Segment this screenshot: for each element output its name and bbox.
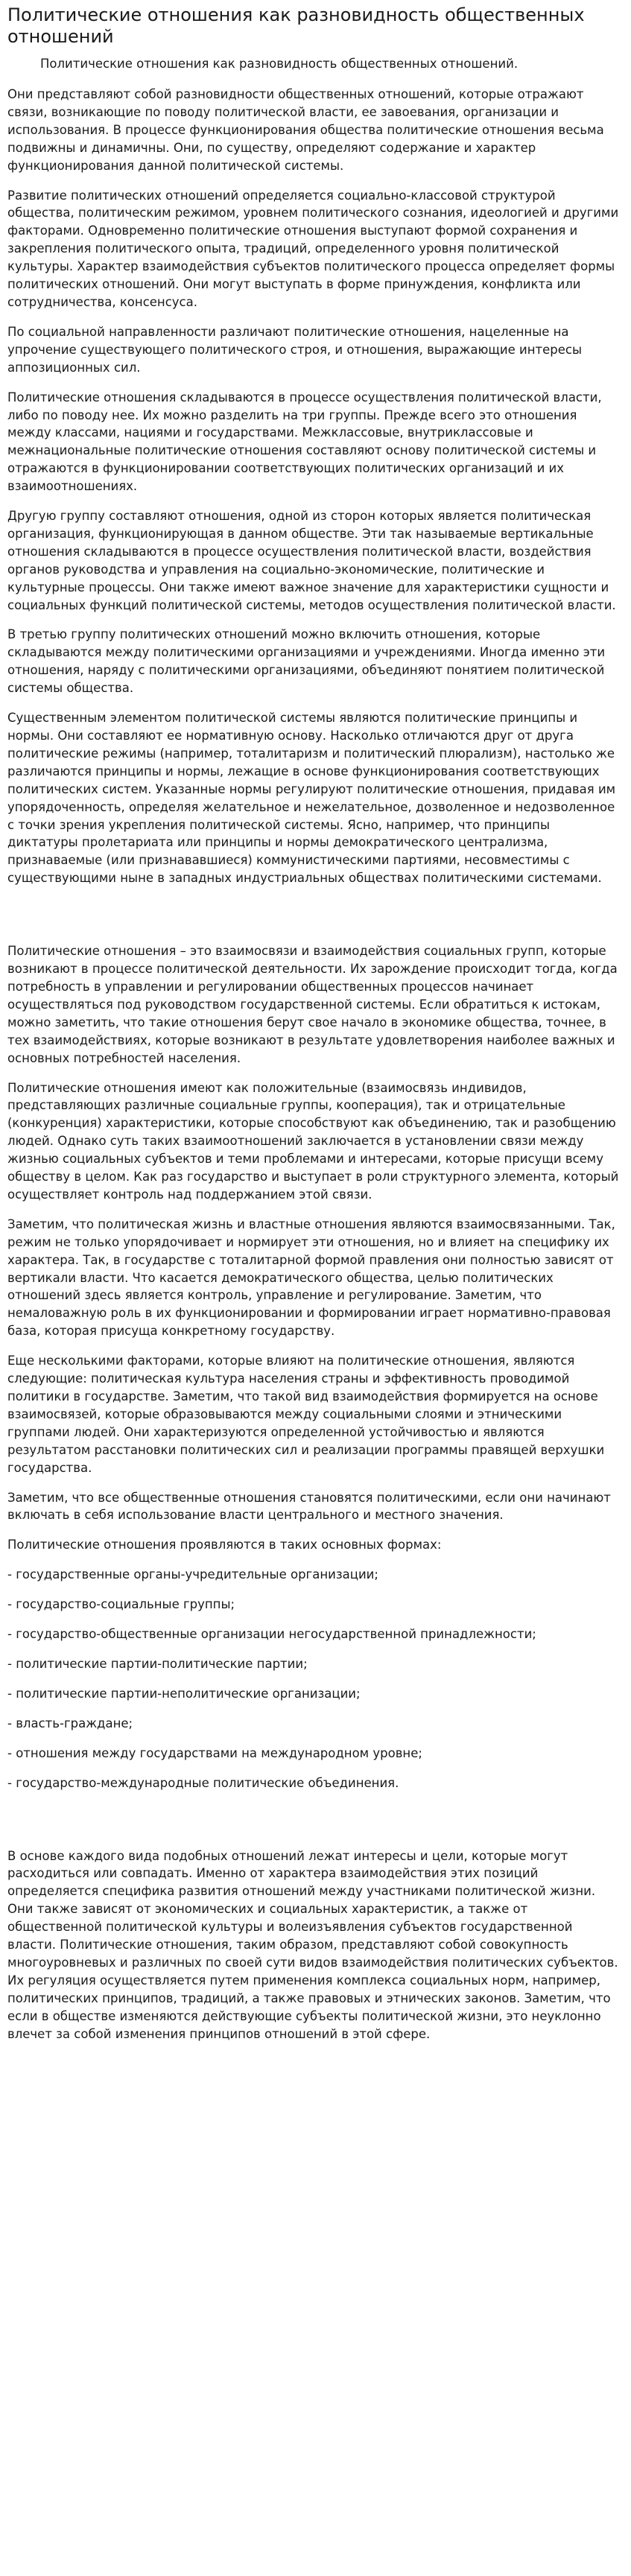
paragraph: Существенным элементом политической системы являются политические принципы и нормы. Они составляют ее нормативную основу. Насколько отличаются друг от друга политические режимы (например, тоталитаризм и политический плюрализм), настолько же различаются принципы и нормы, лежащие в основе функционирования соответствующих политических систем. Указанные нормы регулируют политические отношения, придавая им упорядоченность, определяя желательное и нежелательное, дозволенное и недозволенное с точки зрения укрепления политической системы. Ясно, например, что принципы диктатуры пролетариата или принципы и нормы демократического централизма, признаваемые (или признававшиеся) коммунистическими партиями, несовместимы с существующими ныне в западных индустриальных обществах политическими системами. bbox=[7, 711, 616, 886]
paragraph: Развитие политических отношений определяется социально-классовой структурой общества, политическим режимом, уровнем политического сознания, идеологией и другими факторами. Одновременно политические отношения выступают формой сохранения и закрепления политического опыта, традиций, определенного уровня политической культуры. Характер взаимодействия субъектов политического процесса определяет формы политических отношений. Они могут выступать в форме принуждения, конфликта или сотрудничества, консенсуса. bbox=[7, 188, 619, 309]
paragraph: В основе каждого вида подобных отношений лежат интересы и цели, которые могут расходиться или совпадать. Именно от характера взаимодействия этих позиций определяется специфика развития отношений между участниками политической жизни. Они также зависят от экономических и социальных характеристик, а также от общественной политической культуры и волеизъявления субъектов государственной власти. Политические отношения, таким образом, представляют собой совокупность многоуровневых и различных по своей сути видов взаимодействия политических субъектов. Их регуляция осуществляется путем применения комплекса социальных норм, например, политических принципов, традиций, а также правовых и этнических законов. Заметим, что если в обществе изменяются действующие субъекты политической жизни, это неуклонно влечет за собой изменения принципов отношений в этой сфере. bbox=[7, 1848, 618, 2041]
paragraph: По социальной направленности различают политические отношения, нацеленные на упрочение существующего политического строя, и отношения, выражающие интересы аппозиционных сил. bbox=[7, 324, 583, 375]
section-1 bbox=[7, 86, 624, 887]
paragraph: Другую группу составляют отношения, одной из сторон которых является политическая организация, функционирующая в данном обществе. Эти так называемые вертикальные отношения складываются в процессе осуществления политической власти, воздействия органов руководства и управления на социально-экономические, политические и культурные процессы. Они также имеют важное значение для характеристики сущности и социальных функций политической системы, методов осуществления политической власти. bbox=[7, 509, 616, 612]
list-item: - государство-социальные группы; bbox=[7, 1597, 235, 1612]
article-subtitle: Политические отношения как разновидность общественных отношений. bbox=[40, 57, 519, 71]
section-3 bbox=[7, 1847, 624, 2043]
list-item: - власть-граждане; bbox=[7, 1716, 133, 1730]
paragraph: Заметим, что политическая жизнь и властные отношения являются взаимосвязанными. Так, режим не только упорядочивает и нормирует эти отношения, но и влияет на специфику их характера. Так, в государстве с тоталитарной формой правления они полностью зависят от вертикали власти. Что касается демократического общества, целью политических отношений здесь является контроль, управление и регулирование. Заметим, что немаловажную роль в их функционировании и формировании играет нормативно-правовая база, которая присуща конкретному государству. bbox=[7, 1216, 615, 1339]
paragraph: Политические отношения складываются в процессе осуществления политической власти, либо по поводу нее. Их можно разделить на три группы. Прежде всего это отношения между классами, нациями и государствами. Межклассовые, внутриклассовые и межнациональные политические отношения составляют основу политической системы и отражаются в функционировании соответствующих политических организаций и их взаимоотношениях. bbox=[7, 390, 602, 494]
list-item: - государство-международные политические объединения. bbox=[7, 1775, 399, 1790]
paragraph: Политические отношения проявляются в таких основных формах: bbox=[7, 1538, 442, 1552]
list-item: - отношения между государствами на международном уровне; bbox=[7, 1745, 422, 1760]
list-item: - политические партии-неполитические организации; bbox=[7, 1686, 361, 1701]
paragraph: Политические отношения – это взаимосвязи и взаимодействия социальных групп, которые возникают в процессе политической деятельности. Их зарождение происходит тогда, когда потребность в управлении и регулировании общественных процессов начинает осуществляться под руководством государственной системы. Если обратиться к истокам, можно заметить, что такие отношения берут свое начало в экономике общества, точнее, в тех взаимодействиях, которые возникают в результате удовлетворения наиболее важных и основных потребностей населения. bbox=[7, 944, 618, 1065]
section-gap bbox=[7, 1804, 624, 1847]
section-gap bbox=[7, 899, 624, 942]
list-item: - государственные органы-учредительные организации; bbox=[7, 1567, 378, 1582]
paragraph: Еще несколькими факторами, которые влияют на политические отношения, являются следующие: политическая культура населения страны и эффективность проводимой политики в государстве. Заметим, что такой вид взаимодействия формируется на основе взаимосвязей, которые образовываются между социальными слоями и этническими группами людей. Они характеризуются определенной устойчивостью и являются результатом расстановки политических сил и реализации программы правящей верхушки государства. bbox=[7, 1354, 605, 1475]
section-2 bbox=[7, 942, 624, 1554]
paragraph: В третью группу политических отношений можно включить отношения, которые складываются между политическими организациями и учреждениями. Иногда именно эти отношения, наряду с политическими организациями, объединяют понятием политической системы общества. bbox=[7, 627, 606, 696]
list-item: - государство-общественные организации негосударственной принадлежности; bbox=[7, 1627, 536, 1642]
list-item: - политические партии-политические партии; bbox=[7, 1656, 308, 1671]
forms-list bbox=[7, 1566, 624, 1792]
paragraph: Они представляют собой разновидности общественных отношений, которые отражают связи, возникающие по поводу политической власти, ее завоевания, организации и использования. В процессе функционирования общества политические отношения весьма подвижны и динамичны. Они, по существу, определяют содержание и характер функционирования данной политической системы. bbox=[7, 87, 604, 173]
paragraph: Заметим, что все общественные отношения становятся политическими, если они начинают включать в себя использование власти центрального и местного значения. bbox=[7, 1490, 611, 1523]
article-title: Политические отношения как разновидность общественных отношений bbox=[7, 4, 585, 47]
paragraph: Политические отношения имеют как положительные (взаимосвязь индивидов, представляющих различные социальные группы, кооперация), так и отрицательные (конкуренция) характеристики, которые способствуют как объединению, так и разобщению людей. Однако суть таких взаимоотношений заключается в установлении связи между жизнью социальных субъектов и теми проблемами и интересами, которые присущи всему обществу в целом. Как раз государство и выступает в роли структурного элемента, который осуществляет контроль над поддержанием этой связи. bbox=[7, 1080, 619, 1202]
